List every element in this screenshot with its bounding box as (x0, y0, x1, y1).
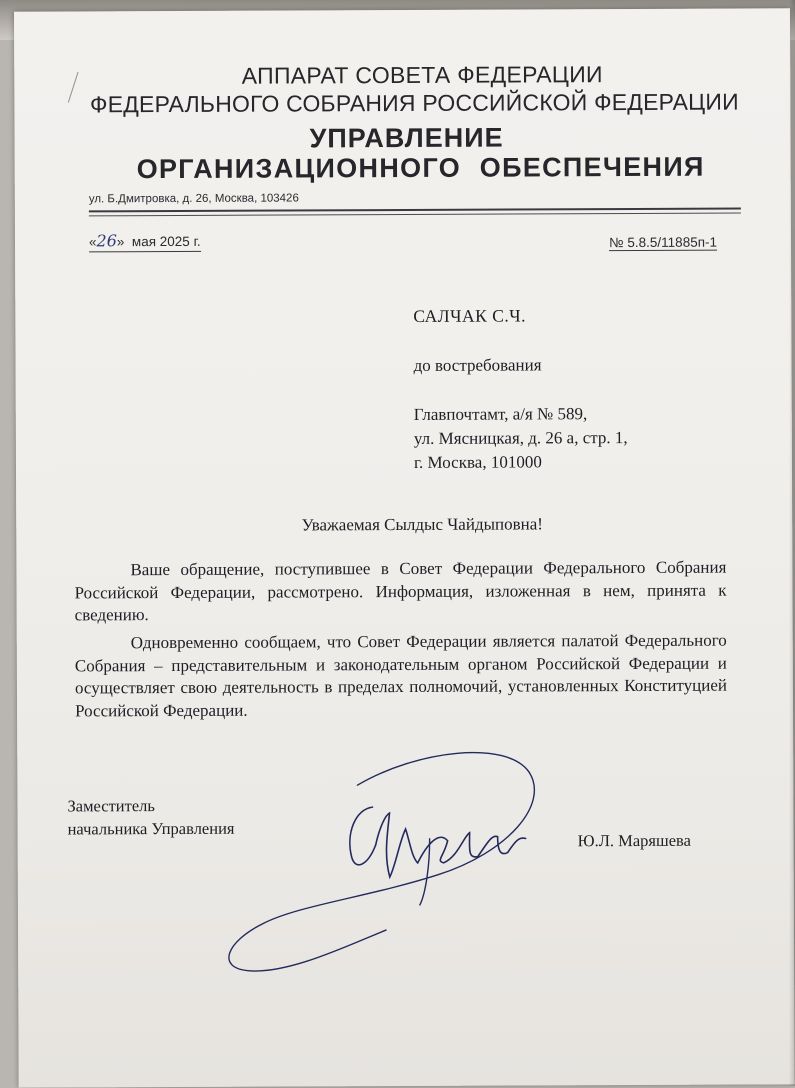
date-day-handwritten: 26 (96, 231, 117, 251)
letterhead-line-2: ФЕДЕРАЛЬНОГО СОБРАНИЯ РОССИЙСКОЙ ФЕДЕРАЦИИ (89, 88, 739, 118)
letterhead-address: ул. Б.Дмитровка, д. 26, Москва, 103426 (88, 192, 299, 206)
recipient-address-line-2: ул. Мясницкая, д. 26 а, стр. 1, (413, 428, 628, 448)
letterhead-department-line-2: ОРГАНИЗАЦИОННОГО ОБЕСПЕЧЕНИЯ (136, 151, 705, 185)
header-rule-thin (89, 213, 741, 217)
header-rule-thick (89, 208, 741, 213)
recipient-address-line-3: г. Москва, 101000 (413, 452, 542, 472)
registration-number: № 5.8.5/11885п-1 (609, 234, 718, 251)
handwritten-signature (207, 744, 568, 976)
letter-date (89, 231, 201, 252)
salutation: Уважаемая Сылдыс Чайдыповна! (301, 514, 543, 535)
body-paragraph-2: Одновременно сообщаем, что Совет Федерации является палатой Федерального Собрания – представительным и законодательным органом Российской Федерации и осуществляет свою деятельность в пределах полномочий, установленных Конституцией Российской Федерации. (74, 630, 727, 720)
recipient-hold-note: до востребования (413, 355, 542, 375)
letterhead-line-1: АППАРАТ СОВЕТА ФЕДЕРАЦИИ (241, 61, 603, 89)
recipient-address-line-1: Главпочтамт, а/я № 589, (413, 404, 588, 424)
letterhead-department-line-1: УПРАВЛЕНИЕ (309, 122, 504, 154)
signatory-position-line-2: начальника Управления (67, 818, 235, 839)
date-month-year: мая 2025 г. (131, 233, 201, 250)
date-quote-open: « (88, 234, 97, 250)
background-edge-shadow (789, 0, 795, 1086)
signatory-name: Ю.Л. Маряшева (577, 830, 691, 851)
date-quote-close: » (116, 234, 125, 250)
recipient-name: САЛЧАК С.Ч. (413, 305, 527, 326)
signatory-position-line-1: Заместитель (67, 796, 155, 816)
body-paragraph-1: Ваше обращение, поступившее в Совет Федерации Федерального Собрания Российской Федерации, рассмотрено. Информация, изложенная в нем, принята к сведению. (74, 557, 727, 625)
letter-page (14, 8, 795, 1087)
